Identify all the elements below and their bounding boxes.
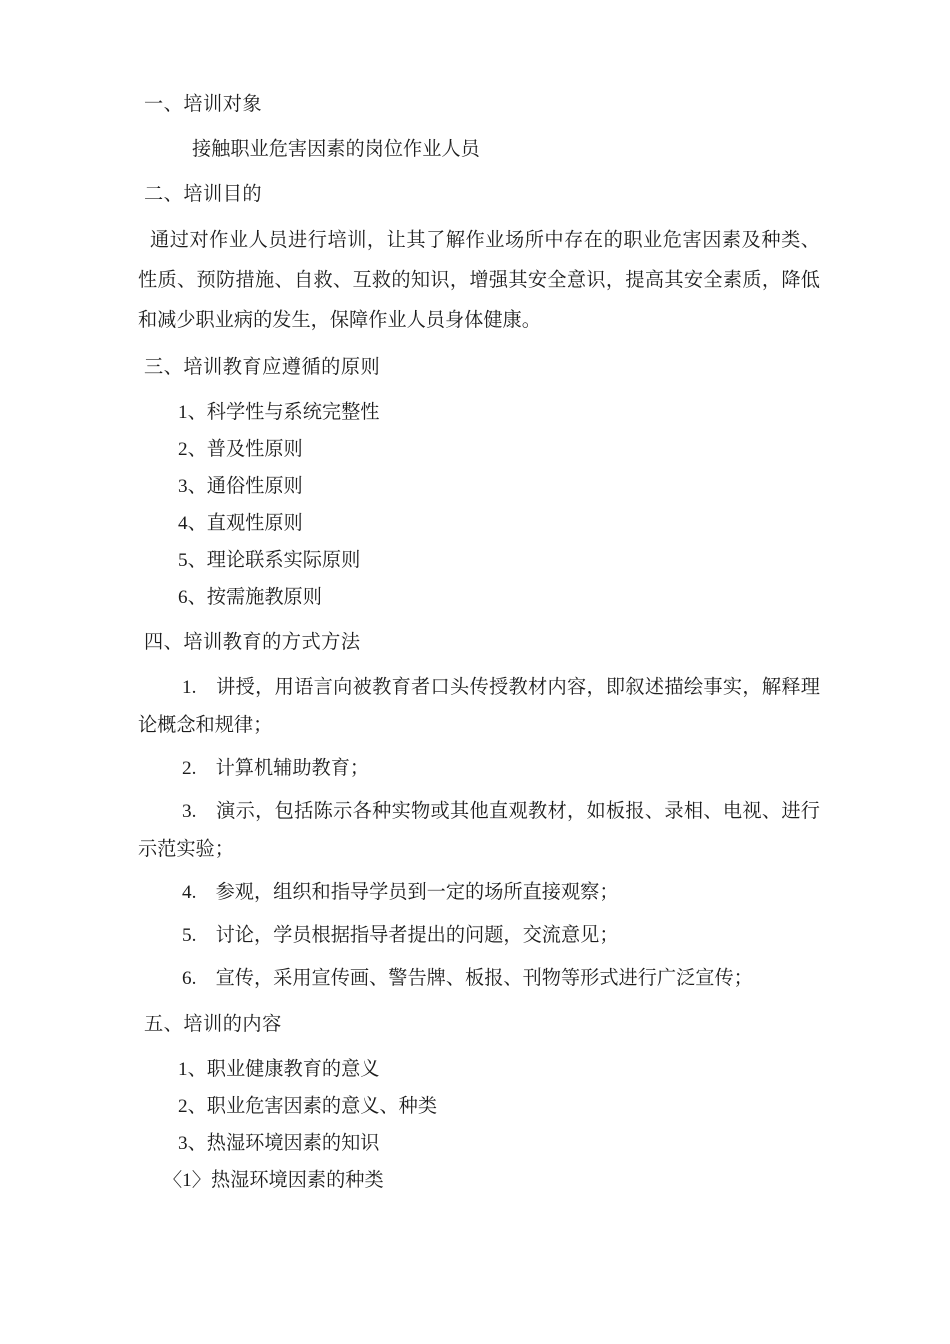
section-3-item-2: 2、普及性原则: [178, 439, 303, 460]
section-4-item-5: 5. 讨论，学员根据指导者提出的问题，交流意见；: [182, 925, 619, 946]
section-4-item-3: 3. 演示，包括陈示各种实物或其他直观教材，如板报、录相、电视、进行示范实验；: [138, 801, 820, 860]
section-3-item-1: 1、科学性与系统完整性: [178, 402, 380, 423]
section-1-heading: 一、培训对象: [144, 94, 263, 115]
section-5-heading: 五、培训的内容: [144, 1014, 282, 1035]
section-5-item-2: 2、职业危害因素的意义、种类: [178, 1096, 438, 1117]
section-4-item-1: 1. 讲授，用语言向被教育者口头传授教材内容，即叙述描绘事实，解释理论概念和规律；: [138, 677, 820, 736]
section-3-item-4: 4、直观性原则: [178, 513, 303, 534]
section-2-paragraph: 通过对作业人员进行培训，让其了解作业场所中存在的职业危害因素及种类、性质、预防措施、自救、互救的知识，增强其安全意识，提高其安全素质，降低和减少职业病的发生，保障作业人员身体健康。: [138, 230, 820, 331]
section-1-body-line: 接触职业危害因素的岗位作业人员: [192, 139, 480, 160]
section-4-item-2: 2. 计算机辅助教育；: [182, 758, 370, 779]
section-3-item-5: 5、理论联系实际原则: [178, 550, 361, 571]
section-5-subitem-1: 〈1〉热湿环境因素的种类: [163, 1170, 384, 1191]
section-3-item-3: 3、通俗性原则: [178, 476, 303, 497]
section-3-item-6: 6、按需施教原则: [178, 587, 322, 608]
section-3-heading: 三、培训教育应遵循的原则: [144, 357, 381, 378]
section-4-item-6: 6. 宣传，采用宣传画、警告牌、板报、刊物等形式进行广泛宣传；: [182, 968, 753, 989]
section-2-heading: 二、培训目的: [144, 184, 263, 205]
section-5-item-3: 3、热湿环境因素的知识: [178, 1133, 380, 1154]
section-4-heading: 四、培训教育的方式方法: [144, 632, 361, 653]
section-5-item-1: 1、职业健康教育的意义: [178, 1059, 380, 1080]
section-4-item-4: 4. 参观，组织和指导学员到一定的场所直接观察；: [182, 882, 619, 903]
